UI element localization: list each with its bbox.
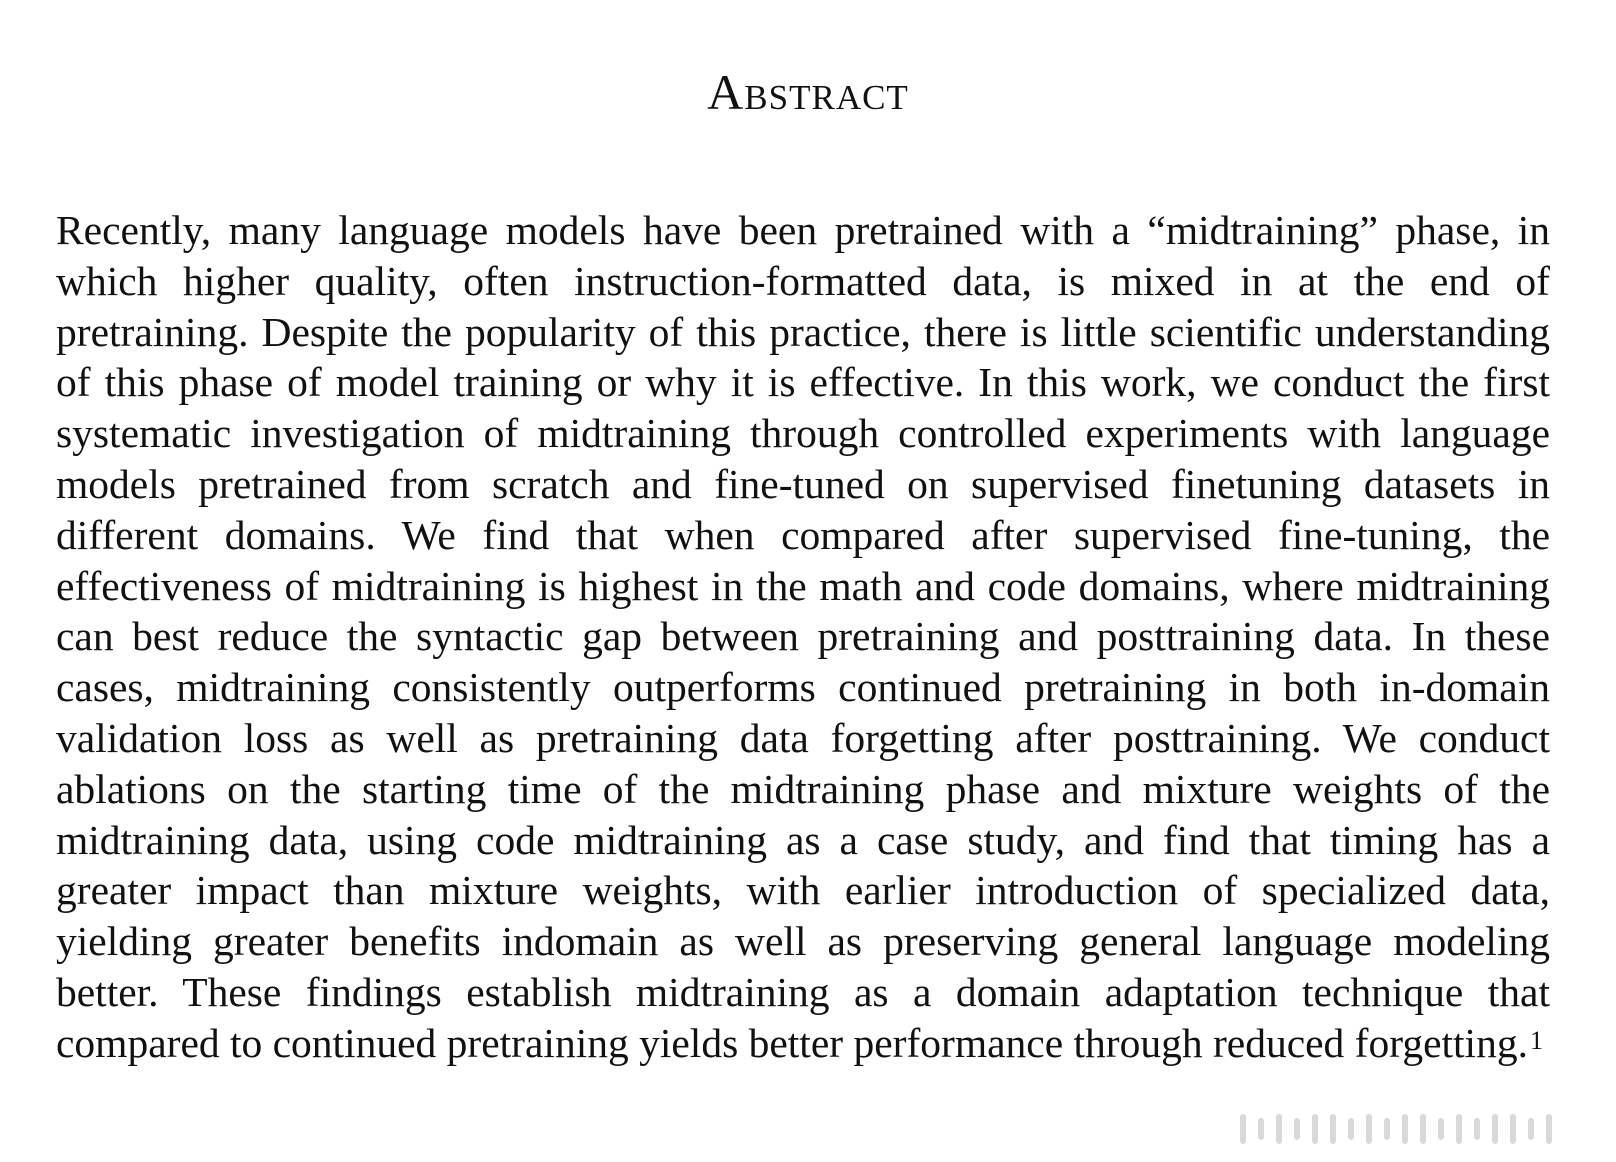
abstract-body [56,205,1550,1069]
watermark [1240,1112,1580,1146]
abstract-heading: Abstract [707,64,909,120]
footnote-marker[interactable]: 1 [1529,1025,1543,1055]
abstract-text: Recently, many language models have been pretrained with a “midtraining” phase, in which higher quality, often instruction-formatted data, is mixed in at the end of pretraining. Despite the popularity of this practice, there is little scientific understanding of this phase of model training or why it is effective. In this work, we conduct the first systematic investigation of midtraining through controlled experiments with language models pretrained from scratch and fine-tuned on supervised finetuning datasets in different domains. We find that when compared after supervised fine-tuning, the effectiveness of midtraining is highest in the math and code domains, where midtraining can best reduce the syntactic gap between pretraining and posttraining data. In these cases, midtraining consistently outperforms continued pretraining in both in-domain validation loss as well as pretraining data forgetting after posttraining. We conduct ablations on the starting time of the midtraining phase and mixture weights of the midtraining data, using code midtraining as a case study, and find that timing has a greater impact than mixture weights, with earlier introduction of specialized data, yielding greater benefits indomain as well as preserving general language modeling better. These findings establish midtraining as a domain adaptation technique that compared to continued pretraining yields better performance through reduced forgetting. [56,207,1550,1066]
